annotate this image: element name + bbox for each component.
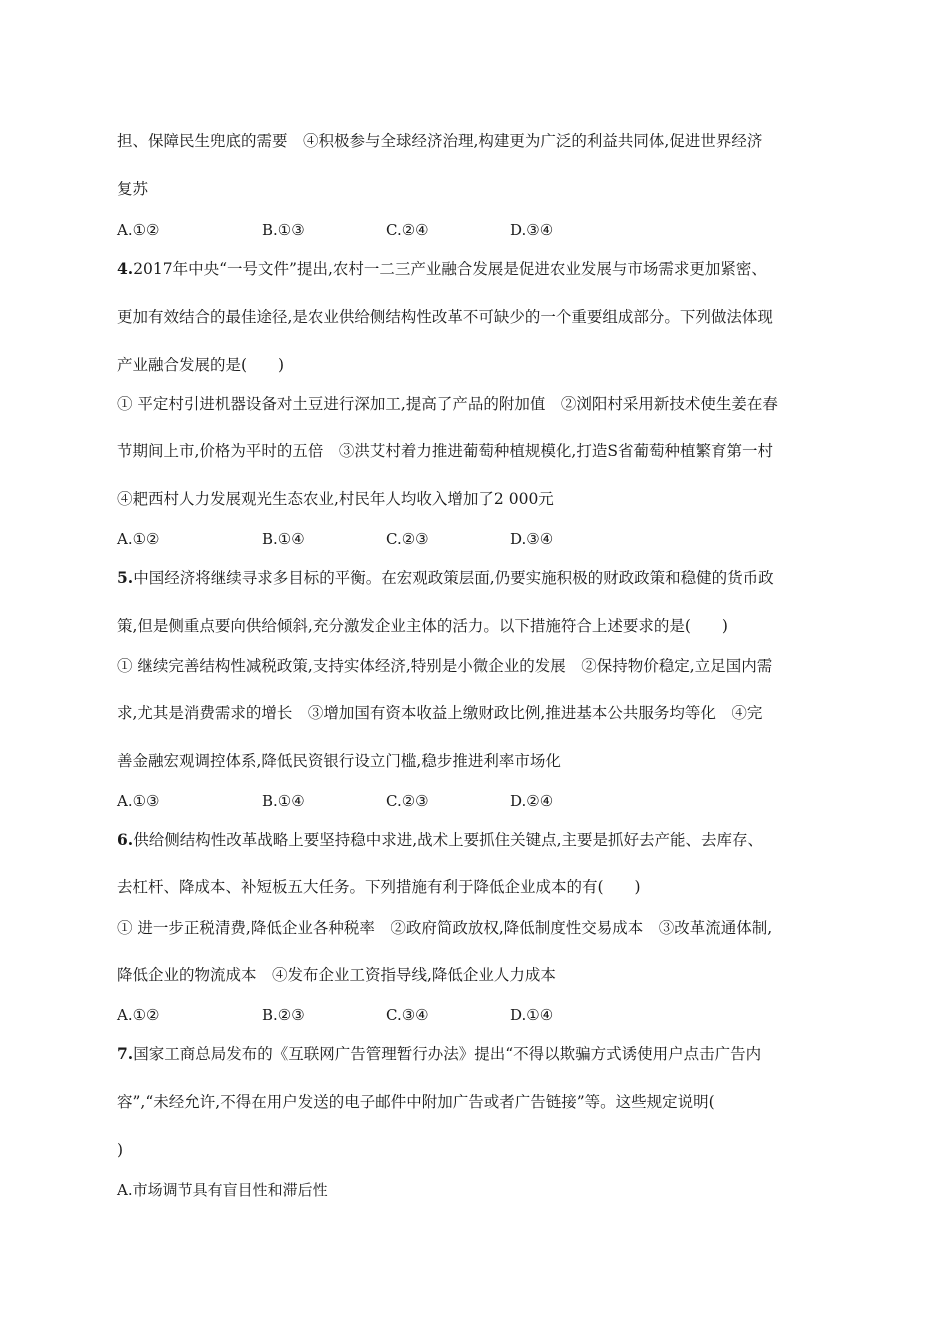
q6-line-3: ① 进一步正税清费,降低企业各种税率 ②政府简政放权,降低制度性交易成本 ③改革流通体制, (117, 919, 773, 937)
q6-text-1: 供给侧结构性改革战略上要坚持稳中求进,战术上要抓住关键点,主要是抓好去产能、去库存、 (133, 831, 764, 849)
q6-line-4: 降低企业的物流成本 ④发布企业工资指导线,降低企业人力成本 (117, 966, 556, 984)
q4-number: 4. (117, 259, 134, 278)
q3-option-d: D.③④ (510, 221, 554, 239)
q7-text-1: 国家工商总局发布的《互联网广告管理暂行办法》提出“不得以欺骗方式诱使用户点击广告内 (133, 1045, 762, 1063)
q4-text-1: 2017年中央“一号文件”提出,农村一二三产业融合发展是促进农业发展与市场需求更加紧密、 (133, 260, 767, 278)
q4-line-6: ④耙西村人力发展观光生态农业,村民年人均收入增加了2 000元 (117, 490, 554, 508)
q6-number: 6. (117, 830, 134, 849)
q4-line-4: ① 平定村引进机器设备对土豆进行深加工,提高了产品的附加值 ②浏阳村采用新技术使生姜在春 (117, 395, 778, 413)
q5-option-a: A.①③ (117, 792, 160, 810)
q6-option-a: A.①② (117, 1006, 160, 1024)
q4-line-3: 产业融合发展的是( ) (117, 356, 285, 374)
q5-option-d: D.②④ (510, 792, 554, 810)
q5-line-1 (117, 568, 774, 588)
q6-option-b: B.②③ (262, 1006, 305, 1024)
q4-option-a: A.①② (117, 530, 160, 548)
q4-line-5: 节期间上市,价格为平时的五倍 ③洪艾村着力推进葡萄种植规模化,打造S省葡萄种植繁育第一村 (117, 442, 773, 460)
q3-option-b: B.①③ (262, 221, 305, 239)
q5-option-c: C.②③ (386, 792, 429, 810)
q3-option-c: C.②④ (386, 221, 429, 239)
q7-option-a: A.市场调节具有盲目性和滞后性 (117, 1181, 328, 1199)
q4-option-c: C.②③ (386, 530, 429, 548)
q7-line-3: ) (117, 1141, 124, 1159)
q5-line-3: ① 继续完善结构性减税政策,支持实体经济,特别是小微企业的发展 ②保持物价稳定,立足国内需 (117, 657, 773, 675)
q3-option-a: A.①② (117, 221, 160, 239)
q3-line-1: 担、保障民生兜底的需要 ④积极参与全球经济治理,构建更为广泛的利益共同体,促进世界经济 (117, 132, 763, 150)
q4-line-1 (117, 259, 767, 279)
q4-option-b: B.①④ (262, 530, 305, 548)
q6-option-c: C.③④ (386, 1006, 429, 1024)
q5-line-5: 善金融宏观调控体系,降低民资银行设立门槛,稳步推进利率市场化 (117, 752, 561, 770)
q5-number: 5. (117, 568, 134, 587)
q3-line-2: 复苏 (117, 180, 149, 198)
q4-line-2: 更加有效结合的最佳途径,是农业供给侧结构性改革不可缺少的一个重要组成部分。下列做法体现 (117, 308, 773, 326)
q6-line-1 (117, 830, 763, 850)
q7-line-1 (117, 1044, 761, 1064)
q7-number: 7. (117, 1044, 134, 1063)
q7-line-2: 容”,“未经允许,不得在用户发送的电子邮件中附加广告或者广告链接”等。这些规定说明( (117, 1093, 715, 1111)
q5-line-4: 求,尤其是消费需求的增长 ③增加国有资本收益上缴财政比例,推进基本公共服务均等化 ④完 (117, 704, 763, 722)
q4-option-d: D.③④ (510, 530, 554, 548)
q6-option-d: D.①④ (510, 1006, 554, 1024)
q5-option-b: B.①④ (262, 792, 305, 810)
q6-line-2: 去杠杆、降成本、补短板五大任务。下列措施有利于降低企业成本的有( ) (117, 878, 641, 896)
q5-text-1: 中国经济将继续寻求多目标的平衡。在宏观政策层面,仍要实施积极的财政政策和稳健的货币政 (133, 569, 774, 587)
q5-line-2: 策,但是侧重点要向供给倾斜,充分激发企业主体的活力。以下措施符合上述要求的是( ) (117, 617, 728, 635)
